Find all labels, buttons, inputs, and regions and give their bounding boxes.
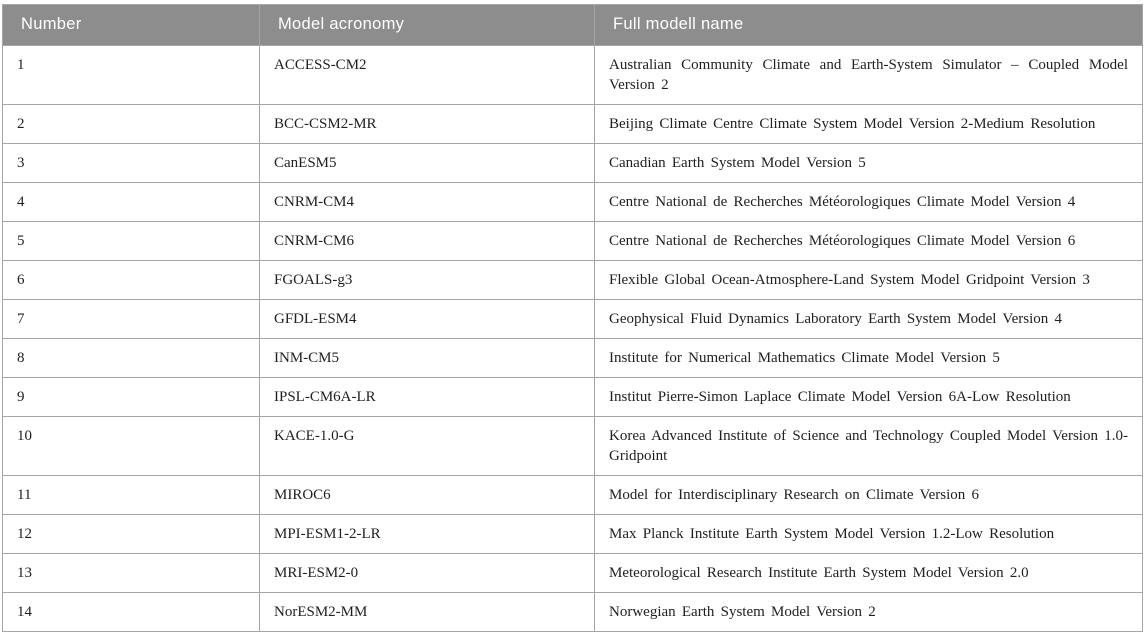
cell-number: 3 <box>3 144 260 183</box>
cell-number: 13 <box>3 554 260 593</box>
cell-number: 10 <box>3 417 260 476</box>
cell-full_name: Institut Pierre-Simon Laplace Climate Model Version 6A-Low Resolution <box>595 378 1143 417</box>
cell-full_name: Institute for Numerical Mathematics Climate Model Version 5 <box>595 339 1143 378</box>
cell-acronym: KACE-1.0-G <box>260 417 595 476</box>
table-row <box>3 378 1143 417</box>
cell-number: 14 <box>3 593 260 632</box>
cell-full_name: Korea Advanced Institute of Science and Technology Coupled Model Version 1.0-Gridpoint <box>595 417 1143 476</box>
cell-acronym: INM-CM5 <box>260 339 595 378</box>
cell-acronym: MRI-ESM2-0 <box>260 554 595 593</box>
cell-full_name: Centre National de Recherches Météorologiques Climate Model Version 6 <box>595 222 1143 261</box>
cell-full_name: Australian Community Climate and Earth-System Simulator – Coupled Model Version 2 <box>595 46 1143 105</box>
table-row <box>3 144 1143 183</box>
cell-acronym: IPSL-CM6A-LR <box>260 378 595 417</box>
cell-full_name: Norwegian Earth System Model Version 2 <box>595 593 1143 632</box>
cell-acronym: MPI-ESM1-2-LR <box>260 515 595 554</box>
cell-acronym: NorESM2-MM <box>260 593 595 632</box>
cell-full_name: Beijing Climate Centre Climate System Model Version 2-Medium Resolution <box>595 105 1143 144</box>
table-row <box>3 515 1143 554</box>
header-full-model-name: Full modell name <box>595 5 1143 46</box>
header-number: Number <box>3 5 260 46</box>
cell-acronym: CNRM-CM4 <box>260 183 595 222</box>
cell-full_name: Model for Interdisciplinary Research on Climate Version 6 <box>595 476 1143 515</box>
table-row <box>3 105 1143 144</box>
table-body <box>3 46 1143 632</box>
cell-number: 2 <box>3 105 260 144</box>
table-row <box>3 222 1143 261</box>
cell-acronym: FGOALS-g3 <box>260 261 595 300</box>
cell-full_name: Flexible Global Ocean-Atmosphere-Land System Model Gridpoint Version 3 <box>595 261 1143 300</box>
cell-acronym: CanESM5 <box>260 144 595 183</box>
table-row <box>3 339 1143 378</box>
table-header <box>3 5 1143 46</box>
cell-number: 9 <box>3 378 260 417</box>
header-row <box>3 5 1143 46</box>
cell-number: 11 <box>3 476 260 515</box>
cell-number: 12 <box>3 515 260 554</box>
cell-full_name: Canadian Earth System Model Version 5 <box>595 144 1143 183</box>
cell-acronym: ACCESS-CM2 <box>260 46 595 105</box>
cell-number: 7 <box>3 300 260 339</box>
cell-number: 6 <box>3 261 260 300</box>
header-model-acronym: Model acronomy <box>260 5 595 46</box>
table-row <box>3 476 1143 515</box>
cell-full_name: Max Planck Institute Earth System Model Version 1.2-Low Resolution <box>595 515 1143 554</box>
cell-acronym: CNRM-CM6 <box>260 222 595 261</box>
table-row <box>3 183 1143 222</box>
cell-number: 4 <box>3 183 260 222</box>
cell-number: 5 <box>3 222 260 261</box>
cell-acronym: BCC-CSM2-MR <box>260 105 595 144</box>
cell-full_name: Meteorological Research Institute Earth System Model Version 2.0 <box>595 554 1143 593</box>
climate-models-table <box>2 4 1143 632</box>
table-row <box>3 46 1143 105</box>
cell-full_name: Centre National de Recherches Météorologiques Climate Model Version 4 <box>595 183 1143 222</box>
cell-full_name: Geophysical Fluid Dynamics Laboratory Earth System Model Version 4 <box>595 300 1143 339</box>
table-row <box>3 261 1143 300</box>
cell-number: 8 <box>3 339 260 378</box>
table-row <box>3 554 1143 593</box>
table-row <box>3 300 1143 339</box>
cell-acronym: GFDL-ESM4 <box>260 300 595 339</box>
table-row <box>3 593 1143 632</box>
table-row <box>3 417 1143 476</box>
cell-number: 1 <box>3 46 260 105</box>
cell-acronym: MIROC6 <box>260 476 595 515</box>
